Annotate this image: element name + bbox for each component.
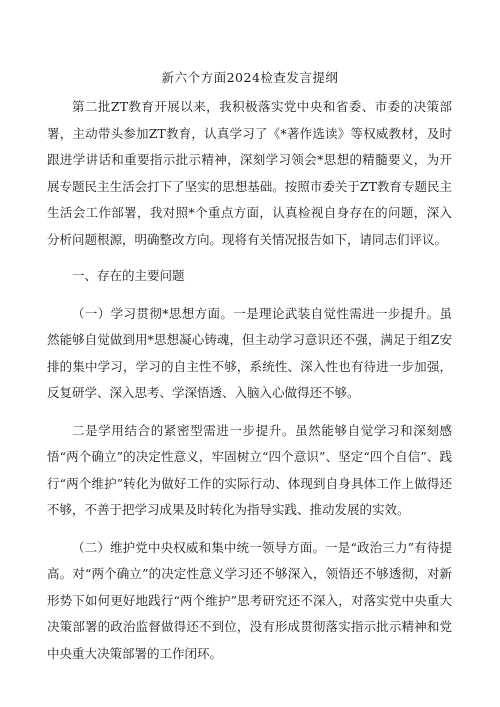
document-title: 新六个方面2024检查发言提纲	[161, 70, 339, 85]
paragraph-application: 二是学用结合的紧密型需进一步提升。虽然能够自觉学习和深刻感悟“两个确立”的决定性意义，牢固树立“四个意识”、坚定“四个自信”、践行“两个维护”转化为做好工作的实际行动、体现到自身具体工作上做得还不够，不善于把学习成果及时转化为指导实践、推动发展的实效。	[47, 422, 452, 517]
paragraph-study: （一）学习贯彻*思想方面。一是理论武装自觉性需进一步提升。虽然能够自觉做到用*思想凝心铸魂，但主动学习意识还不强，满足于组Z安排的集中学习，学习的自主性不够，系统性、深入性也有待进一步加强，反复研学、深入思考、学深悟透、入脑入心做得还不够。	[47, 305, 452, 400]
intro-paragraph: 第二批ZT教育开展以来，我积极落实党中央和省委、市委的决策部署，主动带头参加ZT教育，认真学习了《*著作选读》等权威教材，及时跟进学讲话和重要指示批示精神，深刻学习领会*思想的精髓要义，为开展专题民主生活会打下了坚实的思想基础。按照市委关于ZT教育专题民主生活会工作部署，我对照*个重点方面，认真检视自身存在的问题，深入分析问题根源，明确整改方向。现将有关情况报告如下，请同志们评议。	[47, 99, 452, 247]
section-heading: 一、存在的主要问题	[72, 268, 185, 283]
paragraph-authority: （二）维护党中央权威和集中统一领导方面。一是“政治三力”有待提高。对“两个确立”的决定性意义学习还不够深入，领悟还不够透彻，对新形势下如何更好地践行“两个维护”思考研究还不深入，对落实党中央重大决策部署的政治监督做得还不到位，没有形成贯彻落实指示批示精神和党中央重大决策部署的工作闭环。	[47, 539, 452, 661]
document-body	[47, 94, 452, 667]
